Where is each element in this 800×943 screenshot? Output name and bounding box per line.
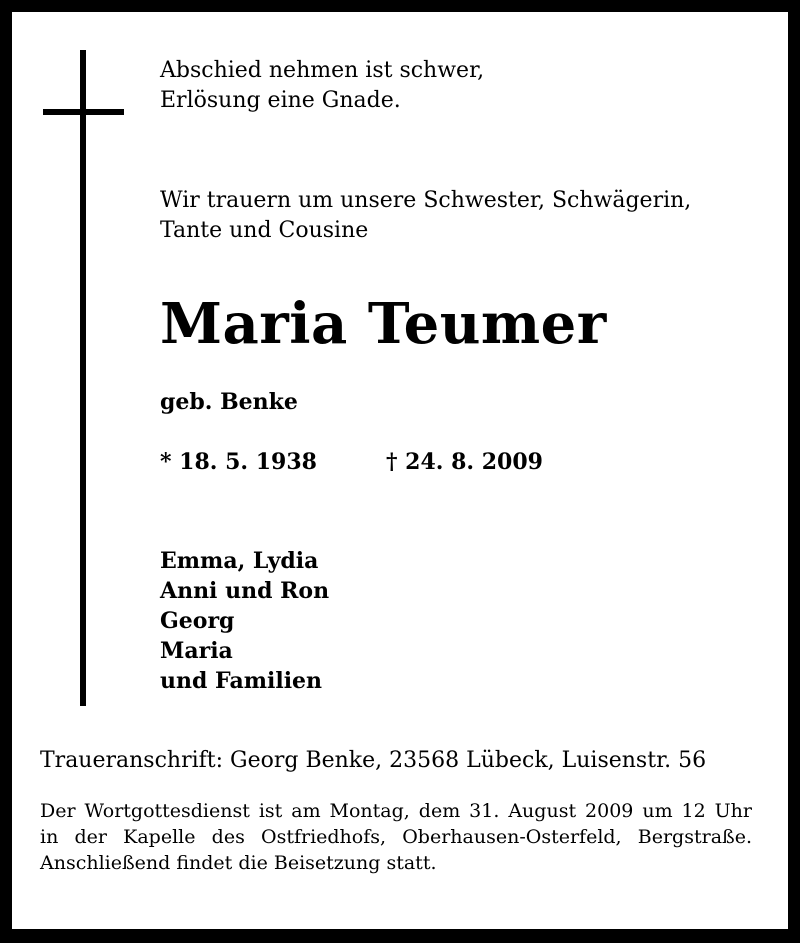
mourner-item: und Familien [160,668,323,694]
cross-horizontal-bar [43,109,124,115]
mourning-statement [160,186,691,246]
mourner-item: Anni und Ron [160,578,330,604]
mourning-address: Traueranschrift: Georg Benke, 23568 Lübeck, Luisenstr. 56 [40,748,707,773]
obituary-notice [12,12,788,929]
cross-vertical-bar [80,50,86,706]
mourning-line-2: Tante und Cousine [160,218,369,243]
birth-name: geb. Benke [160,389,298,415]
quote-line-2: Erlösung eine Gnade. [160,88,401,113]
birth-date: * 18. 5. 1938 [160,449,317,475]
mourner-item: Georg [160,608,235,634]
service-line-1: Der Wortgottesdienst ist am Montag, dem 31. August 2009 um 12 Uhr [40,800,752,822]
mourners-list [160,546,329,696]
service-line-3: Anschließend findet die Beisetzung statt. [40,852,437,874]
mourner-item: Emma, Lydia [160,548,319,574]
mourner-item: Maria [160,638,233,664]
service-details [40,798,752,876]
life-dates [160,448,543,476]
farewell-quote [160,56,484,116]
deceased-name: Maria Teumer [160,291,607,357]
service-line-2: in der Kapelle des Ostfriedhofs, Oberhausen-Osterfeld, Bergstraße. [40,826,752,848]
mourning-line-1: Wir trauern um unsere Schwester, Schwägerin, [160,188,692,213]
death-date: † 24. 8. 2009 [386,449,543,475]
quote-line-1: Abschied nehmen ist schwer, [160,58,485,83]
